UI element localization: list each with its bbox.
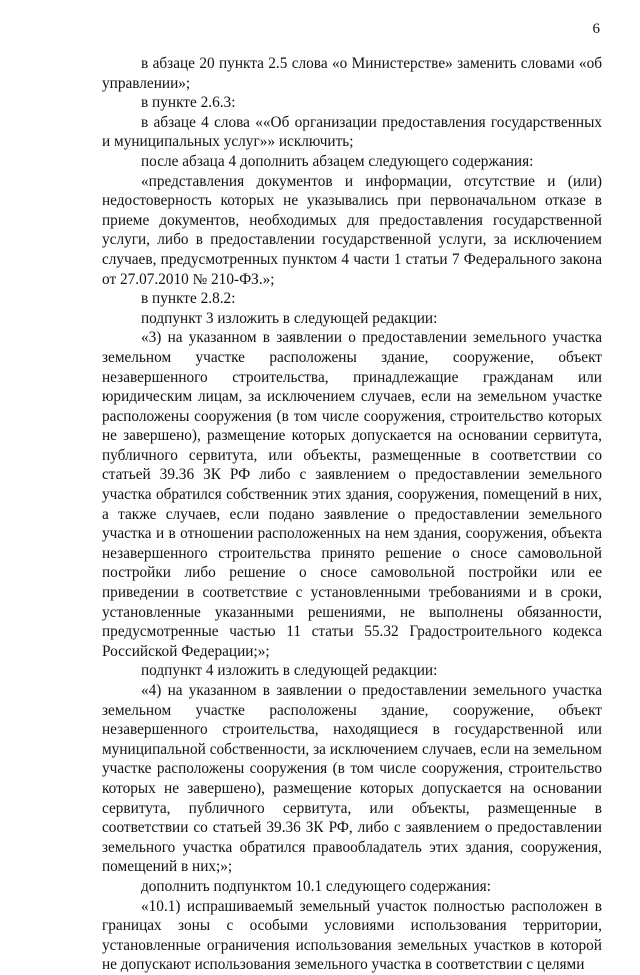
paragraph: «3) на указанном в заявлении о предоставлении земельного участка земельном участке расположены здание, сооружение, объект незавершенного строительства, принадлежащие гражданам или юридическим лицам, за исключением случаев, если на земельном участке расположены сооружения (в том числе сооружения, строительство которых не завершено), размещение которых допускается на основании сервитута, публичного сервитута, или объекты, размещенные в соответствии со статьей 39.36 ЗК РФ либо с заявлением о предоставлении земельного участка обратился собственник этих здания, сооружения, помещений в них, а также случаев, если подано заявление о предоставлении земельного участка и в отношении расположенных на нем здания, сооружения, объекта незавершенного строительства принято решение о сносе самовольной постройки либо решение о сносе самовольной постройки или ее приведении в соответствие с установленными требованиями и в сроки, установленные указанными решениями, не выполнены обязанности, предусмотренные частью 11 статьи 55.32 Градостроительного кодекса Российской Федерации;»; — [102, 329, 602, 660]
paragraph: «4) на указанном в заявлении о предоставлении земельного участка земельном участке расположены здание, сооружение, объект незавершенного строительства, находящиеся в государственной или муниципальной собственности, за исключением случаев, если на земельном участке расположены сооружения (в том числе сооружения, строительство которых не завершено), размещение которых допускается на основании сервитута, публичного сервитута, или объекты, размещенные в соответствии со статьей 39.36 ЗК РФ, либо с заявлением о предоставлении земельного участка обратился правообладатель этих здания, сооружения, помещений в них;»; — [102, 682, 602, 876]
paragraph: подпункт 3 изложить в следующей редакции: — [141, 309, 438, 327]
paragraph: «представления документов и информации, отсутствие и (или) недостоверность которых не указывались при первоначальном отказе в приеме документов, необходимых для предоставления государственной услуги, либо в предоставлении государственной услуги, за исключением случаев, предусмотренных пунктом 4 части 1 статьи 7 Федерального закона от 27.07.2010 № 210-ФЗ.»; — [102, 172, 602, 288]
paragraph: в пункте 2.8.2: — [141, 290, 236, 308]
paragraph: подпункт 4 изложить в следующей редакции: — [141, 662, 438, 680]
paragraph: в абзаце 20 пункта 2.5 слова «о Министерстве» заменить словами «об управлении»; — [102, 55, 602, 92]
paragraph: дополнить подпунктом 10.1 следующего содержания: — [141, 877, 491, 895]
paragraph: после абзаца 4 дополнить абзацем следующего содержания: — [141, 152, 534, 170]
paragraph: в пункте 2.6.3: — [141, 94, 236, 112]
document-body — [102, 54, 602, 975]
paragraph: «10.1) испрашиваемый земельный участок полностью расположен в границах зоны с особыми условиями использования территории, установленные ограничения использования земельных участков в которой не допускают использования земельного участка в соответствии с целями — [102, 897, 602, 974]
page-number: 6 — [592, 21, 600, 37]
paragraph: в абзаце 4 слова ««Об организации предоставления государственных и муниципальных услуг»» исключить; — [102, 113, 602, 151]
